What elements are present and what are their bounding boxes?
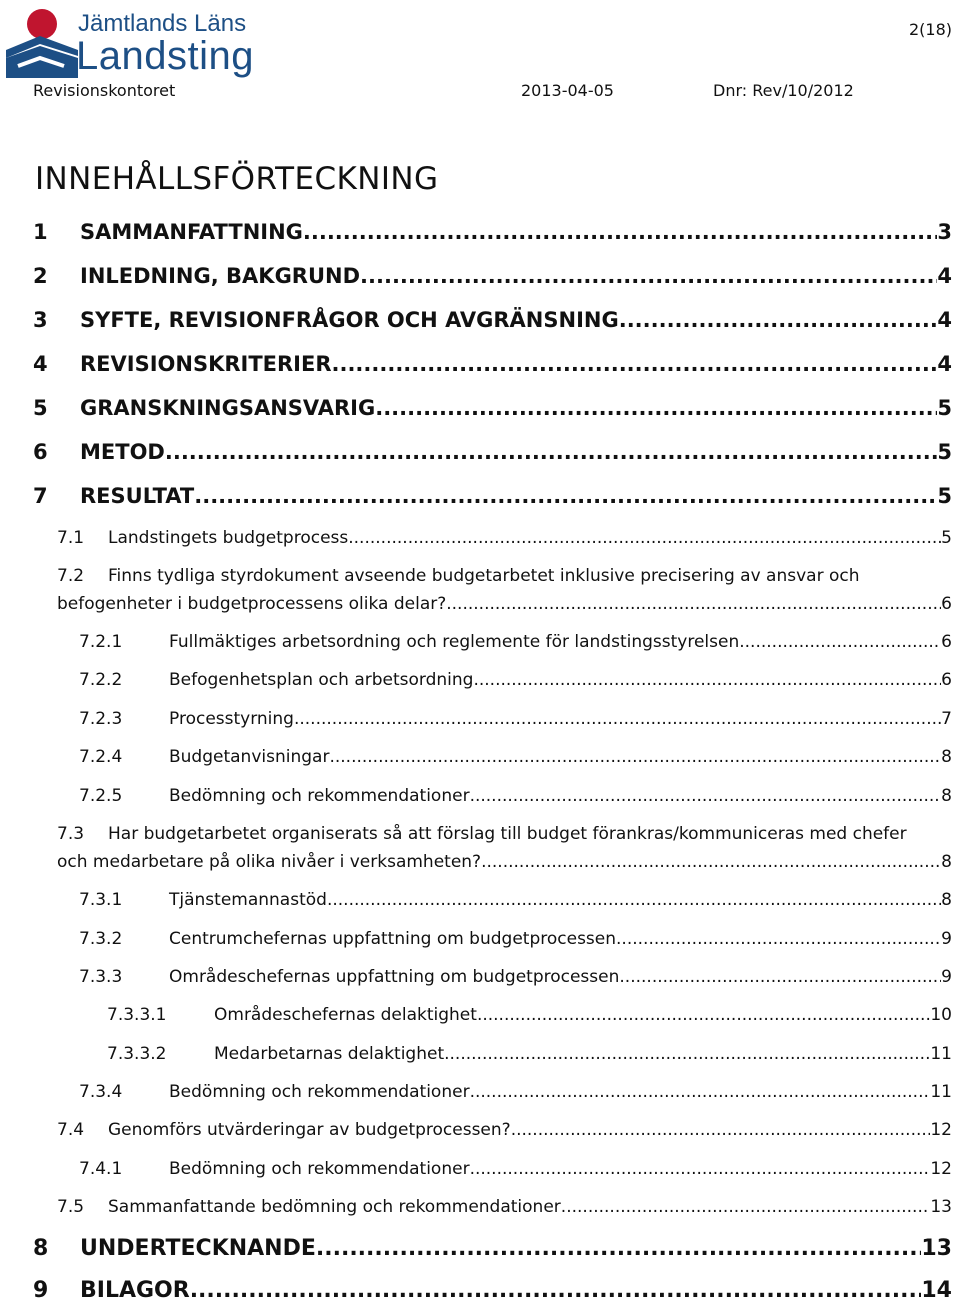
- toc-entry[interactable]: [33, 484, 952, 508]
- toc-leader: [332, 352, 938, 376]
- toc-entry[interactable]: [79, 709, 952, 729]
- toc-entry-number: 7.2: [57, 566, 85, 586]
- toc-entry-label: UNDERTECKNANDE: [80, 1236, 316, 1261]
- toc-entry-label: Bedömning och rekommendationer: [169, 1082, 470, 1102]
- toc-entry-page: 5: [937, 396, 952, 420]
- toc-leader: [619, 967, 941, 987]
- page-title: INNEHÅLLSFÖRTECKNING: [35, 161, 439, 197]
- toc-entry-number: 7.2.1: [79, 632, 123, 652]
- toc-entry-number: 7.3: [57, 824, 85, 844]
- toc-entry[interactable]: [107, 1005, 952, 1025]
- toc-entry-number: 7.2.4: [79, 747, 123, 767]
- toc-entry-label: BILAGOR: [80, 1278, 190, 1303]
- page-number: 2(18): [908, 20, 952, 39]
- toc-entry-page: 7: [941, 709, 952, 729]
- toc-entry-label: Tjänstemannastöd: [169, 890, 327, 910]
- toc-entry-label: Genomförs utvärderingar av budgetprocessen?: [108, 1120, 511, 1140]
- toc-entry-page: 11: [930, 1082, 952, 1102]
- toc-leader: [616, 929, 941, 949]
- toc-entry-page: 9: [941, 929, 952, 949]
- toc-entry[interactable]: [79, 890, 952, 910]
- toc-entry[interactable]: [79, 967, 952, 987]
- toc-entry-number: 3: [33, 308, 48, 332]
- toc-entry-label: och medarbetare på olika nivåer i verksamheten?: [57, 852, 482, 872]
- toc-entry[interactable]: [79, 1082, 952, 1102]
- toc-entry-label: Områdeschefernas delaktighet: [214, 1005, 477, 1025]
- toc-entry-label: SAMMANFATTNING: [80, 220, 303, 244]
- toc-entry-label: Centrumchefernas uppfattning om budgetprocessen: [169, 929, 617, 949]
- toc-leader: [481, 852, 941, 872]
- toc-entry-page: 4: [937, 352, 952, 376]
- toc-entry[interactable]: [33, 264, 952, 288]
- toc-leader: [473, 670, 941, 690]
- toc-entry-number: 7: [33, 484, 48, 508]
- toc-entry-label: Processtyrning: [169, 709, 294, 729]
- toc-leader: [165, 440, 938, 464]
- header-reference: Dnr: Rev/10/2012: [713, 81, 854, 100]
- toc-entry-page: 12: [930, 1159, 952, 1179]
- toc-entry[interactable]: [79, 1159, 952, 1179]
- toc-entry[interactable]: [33, 1236, 952, 1261]
- toc-entry-number: 7.5: [57, 1197, 85, 1217]
- toc-entry-page: 9: [941, 967, 952, 987]
- toc-entry[interactable]: [33, 220, 952, 244]
- toc-entry-page: 13: [930, 1197, 952, 1217]
- toc-entry-number: 7.1: [57, 528, 85, 548]
- toc-entry-number: 6: [33, 440, 48, 464]
- logo-org-line1: Jämtlands Läns: [78, 10, 247, 37]
- toc-entry[interactable]: [33, 308, 952, 332]
- toc-leader: [444, 1044, 930, 1064]
- toc-entry-label: Områdeschefernas uppfattning om budgetprocessen: [169, 967, 620, 987]
- toc-leader: [194, 484, 937, 508]
- logo-org-line2: Landsting: [76, 34, 254, 78]
- toc-leader: [470, 786, 942, 806]
- toc-leader: [561, 1197, 931, 1217]
- header-department: Revisionskontoret: [33, 81, 176, 100]
- toc-entry-label: INLEDNING, BAKGRUND: [80, 264, 361, 288]
- toc-entry-number: 7.3.2: [79, 929, 123, 949]
- toc-leader: [446, 594, 941, 614]
- toc-entry-label: Har budgetarbetet organiserats så att förslag till budget förankras/kommuniceras med chefer: [108, 824, 907, 844]
- toc-entry-page: 14: [921, 1278, 952, 1303]
- toc-entry-label: METOD: [80, 440, 165, 464]
- toc-entry-number: 7.2.2: [79, 670, 123, 690]
- toc-entry-number: 1: [33, 220, 48, 244]
- toc-entry[interactable]: [33, 396, 952, 420]
- toc-entry-number: 7.3.4: [79, 1082, 123, 1102]
- toc-leader: [327, 890, 941, 910]
- toc-entry-page: 6: [941, 632, 952, 652]
- toc-entry-page: 5: [937, 484, 952, 508]
- toc-entry-label: Budgetanvisningar: [169, 747, 330, 767]
- toc-entry-line2[interactable]: [57, 594, 952, 614]
- toc-entry-number: 9: [33, 1278, 49, 1303]
- toc-entry[interactable]: [79, 786, 952, 806]
- toc-leader: [739, 632, 941, 652]
- toc-entry[interactable]: [79, 747, 952, 767]
- toc-entry-page: 6: [941, 594, 952, 614]
- toc-entry-number: 7.3.3: [79, 967, 123, 987]
- toc-entry[interactable]: [79, 929, 952, 949]
- toc-leader: [294, 709, 941, 729]
- toc-entry-label: Fullmäktiges arbetsordning och reglemente för landstingsstyrelsen: [169, 632, 740, 652]
- header-date: 2013-04-05: [521, 81, 614, 100]
- toc-entry-label: Medarbetarnas delaktighet: [214, 1044, 445, 1064]
- toc-leader: [348, 528, 941, 548]
- toc-entry-page: 8: [941, 852, 952, 872]
- toc-entry-label: Bedömning och rekommendationer: [169, 1159, 470, 1179]
- toc-entry-number: 7.2.5: [79, 786, 123, 806]
- toc-entry-label: SYFTE, REVISIONFRÅGOR OCH AVGRÄNSNING: [80, 308, 619, 332]
- toc-entry-label: REVISIONSKRITERIER: [80, 352, 332, 376]
- toc-entry-page: 4: [937, 264, 952, 288]
- toc-entry-line1[interactable]: [57, 566, 952, 586]
- toc-entry-number: 7.3.3.1: [107, 1005, 167, 1025]
- toc-entry-page: 10: [930, 1005, 952, 1025]
- toc-entry-number: 4: [33, 352, 48, 376]
- toc-entry[interactable]: [57, 528, 952, 548]
- toc-leader: [511, 1120, 931, 1140]
- toc-entry-label: Befogenhetsplan och arbetsordning: [169, 670, 474, 690]
- toc-leader: [470, 1082, 931, 1102]
- toc-entry-label: Finns tydliga styrdokument avseende budgetarbetet inklusive precisering av ansvar och: [108, 566, 860, 586]
- toc-leader: [375, 396, 937, 420]
- toc-entry-label: RESULTAT: [80, 484, 195, 508]
- toc-entry-page: 8: [941, 786, 952, 806]
- toc-entry-page: 11: [930, 1044, 952, 1064]
- toc-entry[interactable]: [79, 670, 952, 690]
- toc-entry-page: 8: [941, 747, 952, 767]
- toc-entry-page: 5: [941, 528, 952, 548]
- toc-leader: [477, 1005, 930, 1025]
- toc-leader: [316, 1236, 921, 1261]
- toc-entry-page: 8: [941, 890, 952, 910]
- toc-entry-number: 7.4: [57, 1120, 85, 1140]
- toc-entry[interactable]: [107, 1044, 952, 1064]
- toc-entry-number: 5: [33, 396, 48, 420]
- toc-entry-label: GRANSKNINGSANSVARIG: [80, 396, 376, 420]
- toc-entry-number: 2: [33, 264, 48, 288]
- toc-leader: [329, 747, 941, 767]
- toc-entry[interactable]: [57, 1120, 952, 1140]
- toc-entry-number: 7.2.3: [79, 709, 123, 729]
- toc-entry-page: 3: [937, 220, 952, 244]
- toc-leader: [470, 1159, 931, 1179]
- toc-entry-number: 7.3.1: [79, 890, 123, 910]
- toc-entry-page: 5: [937, 440, 952, 464]
- toc-entry[interactable]: [57, 1197, 952, 1217]
- toc-entry-page: 13: [921, 1236, 952, 1261]
- toc-entry-line2[interactable]: [57, 852, 952, 872]
- toc-entry[interactable]: [33, 1278, 952, 1303]
- toc-entry-number: 7.4.1: [79, 1159, 123, 1179]
- toc-entry-number: 7.3.3.2: [107, 1044, 167, 1064]
- toc-entry[interactable]: [33, 352, 952, 376]
- toc-entry[interactable]: [79, 632, 952, 652]
- toc-entry-line1[interactable]: [57, 824, 952, 844]
- toc-entry-label: Landstingets budgetprocess: [108, 528, 349, 548]
- toc-entry-page: 6: [941, 670, 952, 690]
- toc-entry[interactable]: [33, 440, 952, 464]
- toc-entry-number: 8: [33, 1236, 49, 1261]
- toc-leader: [303, 220, 937, 244]
- toc-leader: [190, 1278, 922, 1303]
- toc-leader: [619, 308, 938, 332]
- toc-entry-label: Bedömning och rekommendationer: [169, 786, 470, 806]
- toc-entry-page: 4: [937, 308, 952, 332]
- toc-entry-page: 12: [930, 1120, 952, 1140]
- toc-entry-label: Sammanfattande bedömning och rekommendationer: [108, 1197, 561, 1217]
- toc-leader: [360, 264, 937, 288]
- toc-entry-label: befogenheter i budgetprocessens olika delar?: [57, 594, 447, 614]
